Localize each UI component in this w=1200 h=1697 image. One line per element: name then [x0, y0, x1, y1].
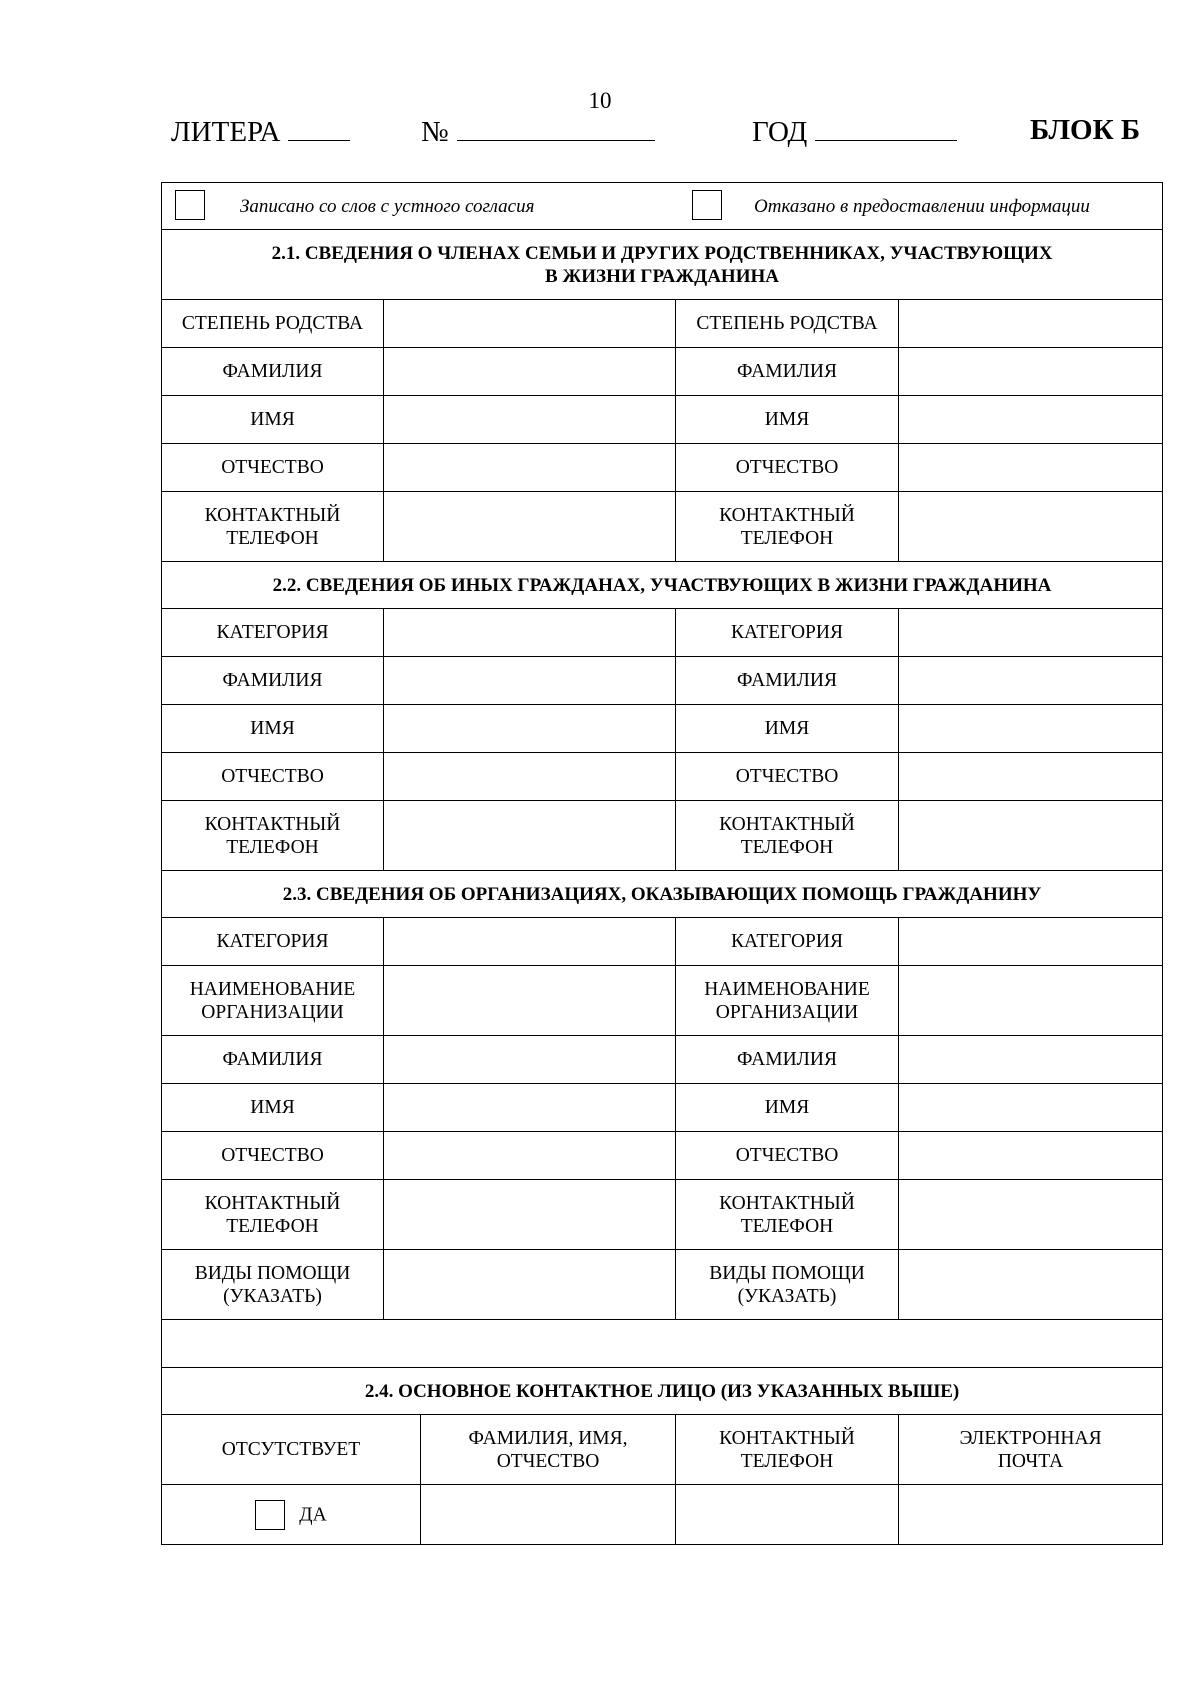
phone-label-right: КОНТАКТНЫЙ ТЕЛЕФОН: [676, 1180, 899, 1250]
category-input-right[interactable]: [899, 609, 1163, 657]
category-input-left[interactable]: [384, 918, 676, 966]
org-name-label-right: НАИМЕНОВАНИЕ ОРГАНИЗАЦИИ: [676, 966, 899, 1036]
name-label-left: ИМЯ: [162, 1084, 384, 1132]
absent-yes-label: ДА: [299, 1504, 327, 1525]
patronymic-label-left: ОТЧЕСТВО: [162, 444, 384, 492]
section-2-3-title: 2.3. СВЕДЕНИЯ ОБ ОРГАНИЗАЦИЯХ, ОКАЗЫВАЮЩИХ ПОМОЩЬ ГРАЖДАНИНУ: [162, 871, 1163, 918]
phone-label-right: КОНТАКТНЫЙ ТЕЛЕФОН: [676, 801, 899, 871]
category-label-left: КАТЕГОРИЯ: [162, 609, 384, 657]
category-label-right: КАТЕГОРИЯ: [676, 609, 899, 657]
surname-label-right: ФАМИЛИЯ: [676, 1036, 899, 1084]
year-label: ГОД: [752, 116, 808, 148]
page-number: 10: [588, 88, 612, 113]
surname-input-right[interactable]: [899, 348, 1163, 396]
number-input-line[interactable]: [457, 114, 655, 141]
litera-field: [171, 114, 350, 149]
patronymic-label-left: ОТЧЕСТВО: [162, 1132, 384, 1180]
surname-label-left: ФАМИЛИЯ: [162, 348, 384, 396]
absent-cell: [162, 1485, 421, 1545]
phone-label-right: КОНТАКТНЫЙ ТЕЛЕФОН: [676, 492, 899, 562]
degree-input-right[interactable]: [899, 300, 1163, 348]
surname-input-right[interactable]: [899, 1036, 1163, 1084]
consent-row: [162, 183, 1163, 230]
phone-input-right[interactable]: [899, 1180, 1163, 1250]
section-2-1-title: 2.1. СВЕДЕНИЯ О ЧЛЕНАХ СЕМЬИ И ДРУГИХ РОДСТВЕННИКАХ, УЧАСТВУЮЩИХ В ЖИЗНИ ГРАЖДАНИНА: [162, 230, 1163, 300]
name-input-left[interactable]: [384, 396, 676, 444]
spacer-row: [162, 1320, 1163, 1368]
degree-label-right: СТЕПЕНЬ РОДСТВА: [676, 300, 899, 348]
year-field: [752, 114, 957, 149]
family-info-form: [161, 182, 1163, 1545]
phone-label-left: КОНТАКТНЫЙ ТЕЛЕФОН: [162, 1180, 384, 1250]
phone-input-left[interactable]: [384, 801, 676, 871]
category-label-left: КАТЕГОРИЯ: [162, 918, 384, 966]
recorded-label: Записано со слов с устного согласия: [240, 196, 535, 217]
degree-input-left[interactable]: [384, 300, 676, 348]
surname-input-left[interactable]: [384, 348, 676, 396]
surname-input-left[interactable]: [384, 1036, 676, 1084]
help-types-label-right: ВИДЫ ПОМОЩИ (УКАЗАТЬ): [676, 1250, 899, 1320]
absent-yes-checkbox[interactable]: [255, 1500, 285, 1530]
phone-input-right[interactable]: [899, 801, 1163, 871]
category-input-left[interactable]: [384, 609, 676, 657]
name-input-left[interactable]: [384, 705, 676, 753]
name-label-right: ИМЯ: [676, 705, 899, 753]
fio-input[interactable]: [421, 1485, 676, 1545]
surname-input-left[interactable]: [384, 657, 676, 705]
patronymic-label-right: ОТЧЕСТВО: [676, 1132, 899, 1180]
category-label-right: КАТЕГОРИЯ: [676, 918, 899, 966]
patronymic-label-left: ОТЧЕСТВО: [162, 753, 384, 801]
name-input-right[interactable]: [899, 705, 1163, 753]
patronymic-input-left[interactable]: [384, 1132, 676, 1180]
surname-label-left: ФАМИЛИЯ: [162, 657, 384, 705]
help-types-input-left[interactable]: [384, 1250, 676, 1320]
name-input-left[interactable]: [384, 1084, 676, 1132]
category-input-right[interactable]: [899, 918, 1163, 966]
name-input-right[interactable]: [899, 396, 1163, 444]
year-input-line[interactable]: [815, 114, 957, 141]
name-label-right: ИМЯ: [676, 1084, 899, 1132]
litera-input-line[interactable]: [288, 114, 350, 141]
number-field: [421, 114, 655, 149]
help-types-input-right[interactable]: [899, 1250, 1163, 1320]
name-label-left: ИМЯ: [162, 705, 384, 753]
surname-label-right: ФАМИЛИЯ: [676, 348, 899, 396]
section-2-4-title: 2.4. ОСНОВНОЕ КОНТАКТНОЕ ЛИЦО (ИЗ УКАЗАННЫХ ВЫШЕ): [162, 1368, 1163, 1415]
patronymic-label-right: ОТЧЕСТВО: [676, 444, 899, 492]
name-label-left: ИМЯ: [162, 396, 384, 444]
patronymic-label-right: ОТЧЕСТВО: [676, 753, 899, 801]
col-fio-header: ФАМИЛИЯ, ИМЯ, ОТЧЕСТВО: [421, 1415, 676, 1485]
block-label: БЛОК Б: [1030, 114, 1141, 146]
phone-input-left[interactable]: [384, 1180, 676, 1250]
number-label: №: [421, 116, 449, 148]
col-phone-header: КОНТАКТНЫЙ ТЕЛЕФОН: [676, 1415, 899, 1485]
patronymic-input-right[interactable]: [899, 753, 1163, 801]
refused-checkbox[interactable]: [692, 190, 722, 220]
patronymic-input-right[interactable]: [899, 1132, 1163, 1180]
col-email-header: ЭЛЕКТРОННАЯ ПОЧТА: [899, 1415, 1163, 1485]
recorded-checkbox[interactable]: [175, 190, 205, 220]
patronymic-input-left[interactable]: [384, 753, 676, 801]
org-name-input-right[interactable]: [899, 966, 1163, 1036]
surname-label-right: ФАМИЛИЯ: [676, 657, 899, 705]
patronymic-input-left[interactable]: [384, 444, 676, 492]
refused-label: Отказано в предоставлении информации: [754, 196, 1090, 217]
phone-label-left: КОНТАКТНЫЙ ТЕЛЕФОН: [162, 801, 384, 871]
patronymic-input-right[interactable]: [899, 444, 1163, 492]
degree-label-left: СТЕПЕНЬ РОДСТВА: [162, 300, 384, 348]
name-label-right: ИМЯ: [676, 396, 899, 444]
col-absent-header: ОТСУТСТВУЕТ: [162, 1415, 421, 1485]
section-2-2-title: 2.2. СВЕДЕНИЯ ОБ ИНЫХ ГРАЖДАНАХ, УЧАСТВУЮЩИХ В ЖИЗНИ ГРАЖДАНИНА: [162, 562, 1163, 609]
help-types-label-left: ВИДЫ ПОМОЩИ (УКАЗАТЬ): [162, 1250, 384, 1320]
org-name-label-left: НАИМЕНОВАНИЕ ОРГАНИЗАЦИИ: [162, 966, 384, 1036]
consent-cell: [162, 183, 1163, 230]
phone-input-right[interactable]: [899, 492, 1163, 562]
phone-input[interactable]: [676, 1485, 899, 1545]
surname-input-right[interactable]: [899, 657, 1163, 705]
org-name-input-left[interactable]: [384, 966, 676, 1036]
surname-label-left: ФАМИЛИЯ: [162, 1036, 384, 1084]
name-input-right[interactable]: [899, 1084, 1163, 1132]
litera-label: ЛИТЕРА: [171, 116, 281, 148]
email-input[interactable]: [899, 1485, 1163, 1545]
phone-input-left[interactable]: [384, 492, 676, 562]
phone-label-left: КОНТАКТНЫЙ ТЕЛЕФОН: [162, 492, 384, 562]
